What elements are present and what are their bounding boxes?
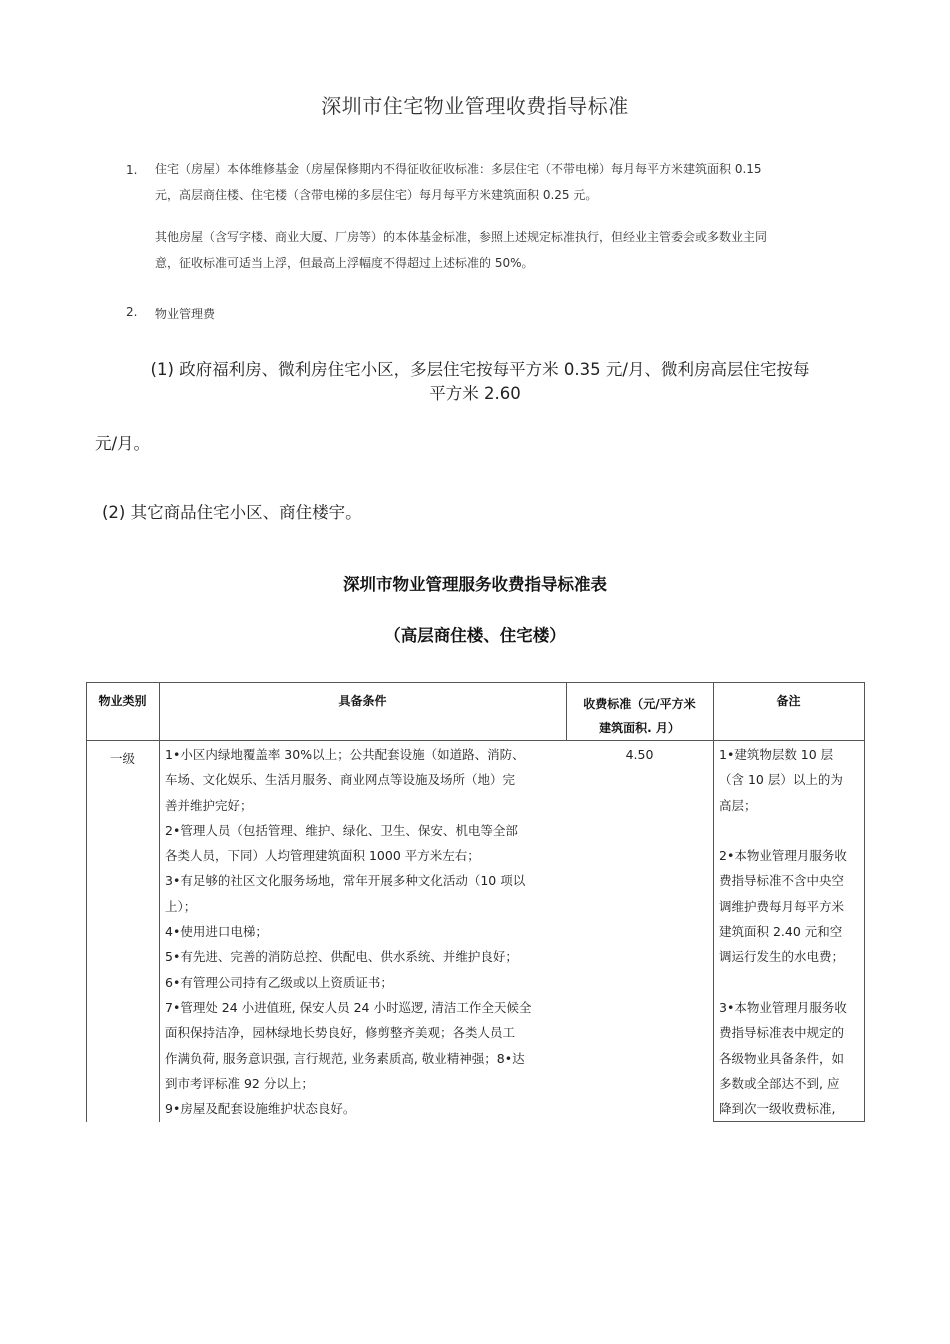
row-1-conditions [165, 742, 565, 1121]
remark-line: 2•本物业管理月服务收 [719, 848, 847, 864]
table-subtitle: （高层商住楼、住宅楼） [384, 626, 566, 645]
condition-line: 4•使用进口电梯； [165, 924, 268, 940]
remark-line [719, 970, 863, 995]
row-1-fee: 4.50 [625, 747, 654, 762]
condition-line: 9•房屋及配套设施维护状态良好。 [165, 1101, 356, 1117]
header-fee-line-2: 建筑面积. 月） [599, 721, 680, 735]
remark-line: 多数或全部达不到, 应 [719, 1075, 840, 1091]
condition-line: 作满负荷, 服务意识强, 言行规范, 业务素质高, 敬业精神强；8•达 [165, 1050, 525, 1066]
header-category: 物业类别 [98, 694, 147, 708]
item-1-other-text [155, 224, 875, 276]
item-1-text [155, 156, 875, 208]
remark-line: 降到次一级收费标准, [719, 1101, 836, 1117]
sub-item-1-line-2: 平方米 2.60 [429, 384, 521, 403]
item-1-line-1: 住宅（房屋）本体维修基金（房屋保修期内不得征收征收标准：多层住宅（不带电梯）每月每平方米建筑面积 0.15 [155, 162, 762, 176]
header-fee-line-1: 收费标准（元/平方米 [583, 697, 696, 711]
table-header-border [86, 740, 864, 741]
table-col-divider-3 [713, 682, 714, 1122]
condition-line: 善并维护完好； [165, 797, 253, 813]
remark-line: 高层； [719, 797, 757, 813]
condition-line: 2•管理人员（包括管理、维护、绿化、卫生、保安、机电等全部 [165, 822, 518, 838]
header-fee [566, 692, 713, 740]
remark-line: 费指导标准表中规定的 [719, 1025, 845, 1041]
item-1-line-4: 意，征收标准可适当上浮，但最高上浮幅度不得超过上述标准的 50%。 [155, 256, 534, 270]
remark-line [719, 818, 863, 843]
condition-line: 到市考评标准 92 分以上； [165, 1075, 314, 1091]
sub-item-1-line-3: 元/月。 [95, 434, 151, 453]
remark-line: （含 10 层）以上的为 [719, 772, 843, 788]
remark-line: 调运行发生的水电费； [719, 949, 845, 965]
item-2-number: 2. [126, 305, 138, 319]
condition-line: 3•有足够的社区文化服务场地，常年开展多种文化活动（10 项以 [165, 873, 526, 889]
remark-line: 调维护费每月每平方米 [719, 898, 845, 914]
table-top-border [86, 682, 864, 683]
table-title: 深圳市物业管理服务收费指导标准表 [343, 575, 607, 594]
condition-line: 6•有管理公司持有乙级或以上资质证书； [165, 974, 393, 990]
header-conditions: 具备条件 [338, 694, 387, 708]
condition-line: 5•有先进、完善的消防总控、供配电、供水系统、并维护良好； [165, 949, 518, 965]
item-1-number: 1. [126, 163, 138, 177]
sub-item-2: (2) 其它商品住宅小区、商住楼宇。 [102, 503, 362, 522]
condition-line: 各类人员，下同）人均管理建筑面积 1000 平方米左右； [165, 848, 480, 864]
table-col-divider-1 [159, 682, 160, 1122]
table-right-border [864, 682, 865, 1122]
condition-line: 车场、文化娱乐、生活月服务、商业网点等设施及场所（地）完 [165, 772, 516, 788]
sub-item-1-line-1: (1) 政府福利房、微利房住宅小区，多层住宅按每平方米 0.35 元/月、微利房高层住宅按每 [150, 360, 810, 379]
remark-line: 建筑面积 2.40 元和空 [719, 924, 843, 940]
item-2-label: 物业管理费 [155, 307, 216, 321]
row-1-category: 一级 [109, 751, 135, 766]
row-1-remarks [719, 742, 863, 1121]
item-1-line-2: 元，高层商住楼、住宅楼（含带电梯的多层住宅）每月每平方米建筑面积 0.25 元。 [155, 188, 598, 202]
condition-line: 1•小区内绿地覆盖率 30%以上；公共配套设施（如道路、消防、 [165, 747, 525, 762]
remark-line: 费指导标准不含中央空 [719, 873, 845, 889]
item-1-line-3: 其他房屋（含写字楼、商业大厦、厂房等）的本体基金标准，参照上述规定标准执行，但经业主管委会或多数业主同 [155, 230, 768, 244]
condition-line: 7•管理处 24 小进值班, 保安人员 24 小时巡逻, 清洁工作全天候全 [165, 999, 532, 1015]
remark-line: 3•本物业管理月服务收 [719, 999, 847, 1015]
condition-line: 面积保持洁净，园林绿地长势良好，修剪整齐美观；各类人员工 [165, 1025, 516, 1041]
header-remarks: 备注 [776, 694, 801, 708]
remark-line: 各级物业具备条件，如 [719, 1050, 845, 1066]
remark-line: 1•建筑物层数 10 层 [719, 747, 834, 762]
page-title: 深圳市住宅物业管理收费指导标准 [321, 94, 629, 118]
condition-line: 上）； [165, 898, 197, 914]
